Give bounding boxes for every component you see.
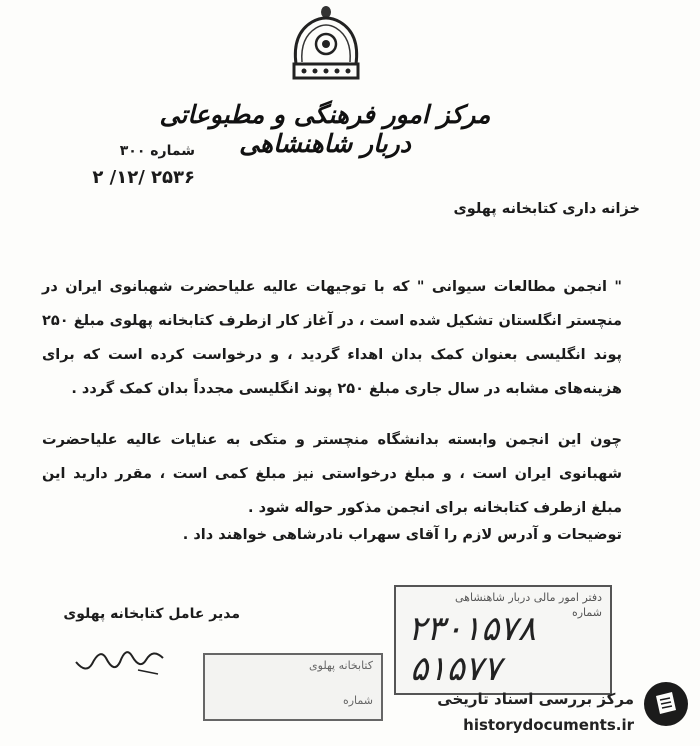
receipt-stamp-number-label: شماره (571, 606, 602, 619)
receipt-stamp (394, 585, 612, 695)
signature-icon (68, 640, 168, 680)
signer-title: مدیر عامل کتابخانه پهلوی (63, 606, 240, 622)
registry-stamp-line-1: کتابخانه پهلوی (309, 659, 373, 672)
receipt-stamp-handwritten-2: ۵۱۵۷۷ (410, 649, 502, 689)
letterhead-title: مرکز امور فرهنگی و مطبوعاتی دربار شاهنشاهی (159, 100, 491, 158)
body-paragraph-1: " انجمن مطالعات سیوانی " که با توجیهات عالیه علیاحضرت شهبانوی ایران در منچستر انگلستان تشکیل شده است ، در آغاز کار ازطرف کتابخانه پهلوی مبلغ ۲۵۰ پوند انگلیسی بعنوان کمک بدان اهداء گردید ، و درخواست کرده است که برای هزینه‌های مشابه در سال جاری مبلغ ۲۵۰ پوند انگلیسی مجدداً بدان کمک گردد . (42, 279, 622, 397)
body-paragraph-2: چون این انجمن وابسته بدانشگاه منچستر و متکی به عنایات عالیه علیاحضرت شهبانوی ایران است ، و مبلغ درخواستی نیز مبلغ کمی است ، مقرر دارید این مبلغ ازطرف کتابخانه برای انجمن مذکور حواله شود . (42, 432, 622, 516)
watermark-url: historydocuments.ir (463, 716, 634, 734)
registry-stamp-line-2: شماره (342, 694, 373, 707)
reference-number: شماره ۳۰۰ (119, 143, 195, 159)
reference-block (35, 143, 195, 188)
receipt-stamp-handwritten-1: ۲۳۰۱۵۷۸ (408, 609, 536, 649)
crown-emblem-icon (282, 4, 370, 90)
registry-stamp (203, 653, 383, 721)
body-paragraph-3: توضیحات و آدرس لازم را آقای سهراب نادرشاهی خواهند داد . (182, 527, 622, 543)
watermark-title: مرکز بررسی اسناد تاریخی (437, 690, 634, 708)
reference-date: ۲۵۳۶ /۱۲/ ۲ (92, 167, 195, 188)
watermark (410, 680, 690, 742)
receipt-stamp-header: دفتر امور مالی دربار شاهنشاهی (455, 591, 602, 604)
addressee: خزانه داری کتابخانه پهلوی (453, 201, 640, 217)
archive-logo-icon (642, 680, 690, 728)
